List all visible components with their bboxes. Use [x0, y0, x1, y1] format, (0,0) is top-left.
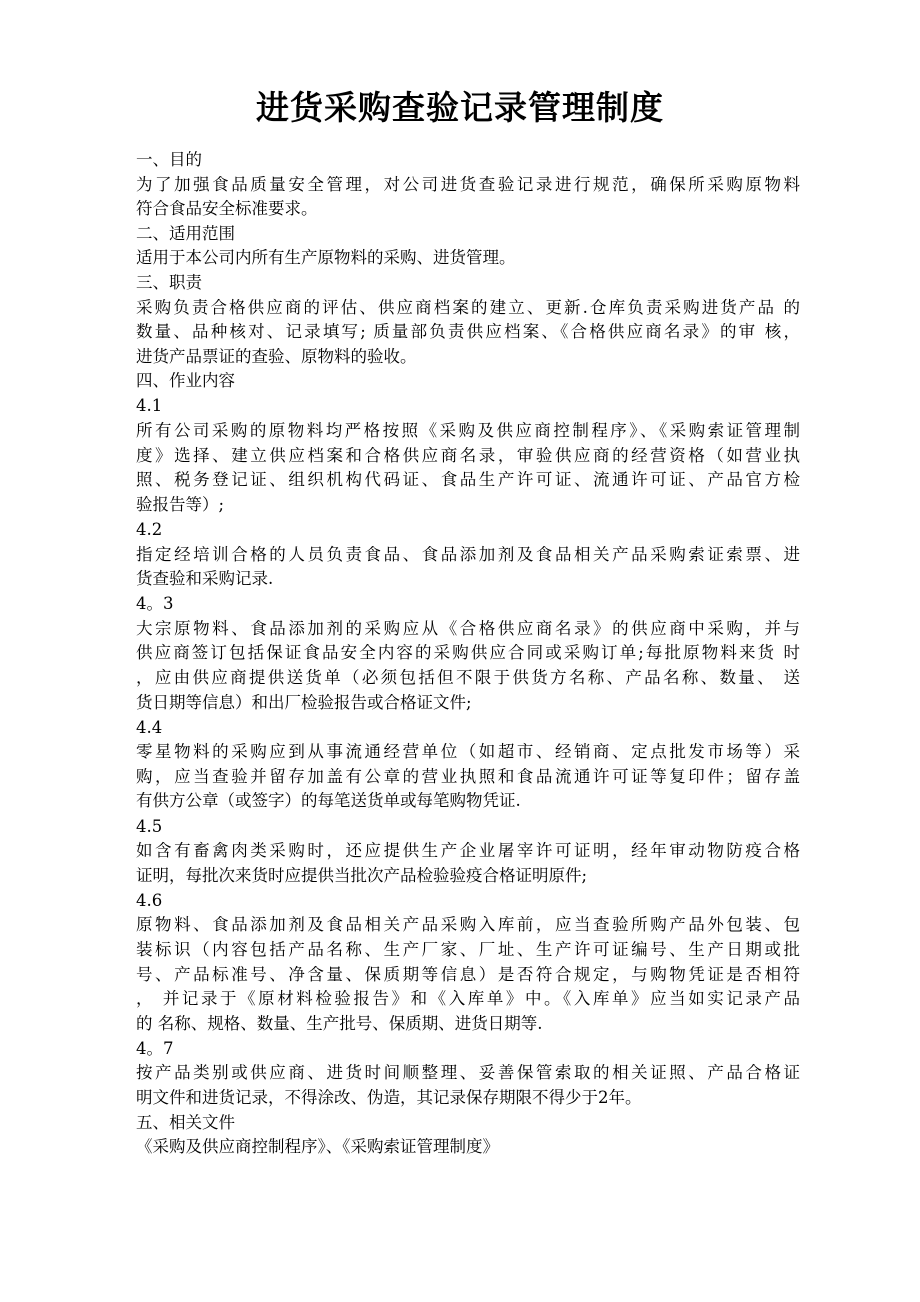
text-line: 有供方公章（或签字）的每笔送货单或每笔购物凭证.: [136, 791, 521, 811]
text-line: 货查验和采购记录.: [136, 569, 274, 589]
text-line: 4。7: [136, 1038, 174, 1058]
text-line: 供应商签订包括保证食品安全内容的采购供应合同或采购订单;每批原物料来货 时: [136, 643, 800, 663]
text-line: 如含有畜禽肉类采购时，还应提供生产企业屠宰许可证明，经年审动物防疫合格: [136, 841, 800, 861]
text-line: 4。3: [136, 594, 174, 614]
text-line: 4.6: [136, 890, 163, 910]
text-line: 二、适用范围: [136, 223, 235, 243]
text-line: 明文件和进货记录，不得涂改、伪造，其记录保存期限不得少于2年。: [136, 1088, 642, 1108]
text-line: 大宗原物料、食品添加剂的采购应从《合格供应商名录》的供应商中采购，并与: [136, 618, 800, 638]
text-line: 号、产品标准号、净含量、保质期等信息）是否符合规定，与购物凭证是否相符: [136, 964, 800, 984]
text-line: 进货产品票证的查验、原物料的验收。: [136, 346, 417, 366]
document-body: [136, 148, 800, 1160]
text-line: 按产品类别或供应商、进货时间顺整理、妥善保管索取的相关证照、产品合格证: [136, 1063, 800, 1083]
text-line: 四、作业内容: [136, 371, 235, 391]
document-title: 进货采购查验记录管理制度: [256, 88, 664, 127]
text-line: 货日期等信息）和出厂检验报告或合格证文件;: [136, 692, 472, 712]
text-line: 原物料、食品添加剂及食品相关产品采购入库前，应当查验所购产品外包装、包: [136, 915, 800, 935]
text-line: 装标识（内容包括产品名称、生产厂家、厂址、生产许可证编号、生产日期或批: [136, 940, 800, 959]
text-line: 数量、品种核对、记录填写; 质量部负责供应档案、《合格供应商名录》的审 核，: [136, 322, 800, 342]
text-line: 适用于本公司内所有生产原物料的采购、进货管理。: [136, 248, 516, 268]
text-line: 三、职责: [136, 272, 202, 292]
text-line: 4.2: [136, 519, 163, 539]
text-line: ， 并记录于《原材料检验报告》和《入库单》中。《入库单》应当如实记录产品: [136, 989, 800, 1009]
text-line: 为了加强食品质量安全管理，对公司进货查验记录进行规范，确保所采购原物料: [136, 174, 800, 194]
text-line: 照、税务登记证、组织机构代码证、食品生产许可证、流通许可证、产品官方检: [136, 470, 800, 490]
text-line: 度》选择、建立供应档案和合格供应商名录，审验供应商的经营资格（如营业执: [136, 445, 800, 465]
text-line: 一、目的: [136, 150, 202, 169]
text-line: 4.1: [136, 396, 163, 416]
text-line: ，应由供应商提供送货单（必须包括但不限于供货方名称、产品名称、数量、 送: [136, 667, 800, 687]
text-line: 4.5: [136, 816, 163, 836]
text-line: 采购负责合格供应商的评估、供应商档案的建立、更新.仓库负责采购进货产品 的: [136, 297, 800, 317]
text-line: 所有公司采购的原物料均严格按照《采购及供应商控制程序》、《采购索证管理制: [136, 421, 800, 441]
text-line: 指定经培训合格的人员负责食品、食品添加剂及食品相关产品采购索证索票、进: [136, 544, 800, 564]
text-line: 五、相关文件: [136, 1112, 235, 1132]
text-line: 《采购及供应商控制程序》、《采购索证管理制度》: [136, 1137, 499, 1157]
text-line: 4.4: [136, 717, 163, 737]
text-line: 零星物料的采购应到从事流通经营单位（如超市、经销商、定点批发市场等）采: [136, 742, 800, 762]
text-line: 证明，每批次来货时应提供当批次产品检验验疫合格证明原件;: [136, 865, 588, 885]
text-line: 符合食品安全标准要求。: [136, 199, 318, 219]
text-line: 购，应当查验并留存加盖有公章的营业执照和食品流通许可证等复印件；留存盖: [136, 766, 800, 786]
text-line: 的 名称、规格、数量、生产批号、保质期、进货日期等.: [136, 1013, 543, 1033]
text-line: 验报告等）;: [136, 494, 225, 514]
